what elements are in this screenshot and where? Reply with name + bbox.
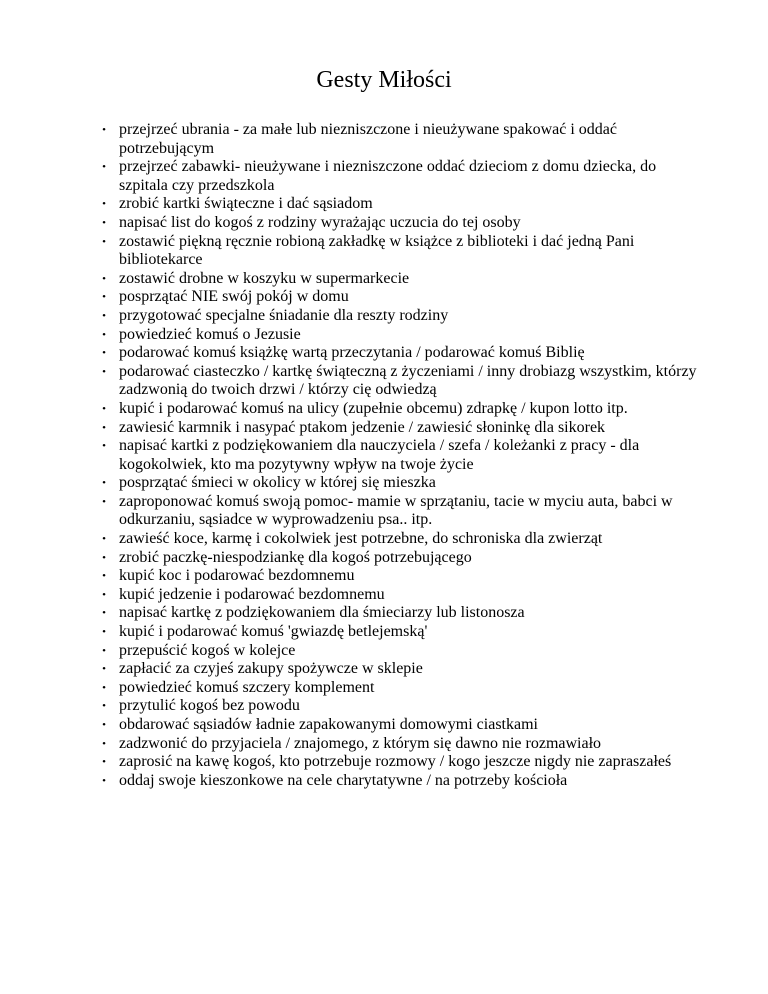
list-item	[0, 586, 768, 605]
list-item	[0, 121, 768, 158]
list-item	[0, 697, 768, 716]
list-item-text: obdarować sąsiadów ładnie zapakowanymi domowymi ciastkami	[119, 716, 538, 733]
bullet-icon: •	[102, 477, 106, 490]
bullet-icon: •	[102, 124, 106, 136]
bullet-icon: •	[102, 644, 106, 657]
bullet-icon: •	[102, 291, 106, 304]
bullet-icon: •	[102, 756, 106, 769]
bullet-icon: •	[102, 309, 106, 322]
list-item	[0, 772, 768, 791]
list-item-text: zostawić piękną ręcznie robioną zakładkę w książce z biblioteki i dać jedną Pani bibliotekarce	[119, 232, 635, 269]
list-item-text: przytulić kogoś bez powodu	[119, 697, 300, 715]
list-item-text: zawiesić karmnik i nasypać ptakom jedzenie / zawiesić słoninkę dla sikorek	[119, 418, 606, 436]
list-item	[0, 158, 768, 195]
list-item-text: zrobić kartki świąteczne i dać sąsiadom	[119, 195, 373, 213]
bullet-icon: •	[102, 402, 106, 415]
list-item	[0, 326, 768, 345]
list-item	[0, 288, 768, 307]
list-item	[0, 530, 768, 549]
list-item-text: oddaj swoje kieszonkowe na cele charytatywne / na potrzeby kościoła	[119, 771, 568, 789]
list-item-text: przygotować specjalne śniadanie dla reszty rodziny	[119, 306, 449, 324]
bullet-icon: •	[102, 440, 106, 453]
list-item	[0, 400, 768, 419]
bullet-icon: •	[102, 161, 106, 174]
bullet-icon: •	[102, 570, 106, 583]
bullet-icon: •	[102, 737, 106, 750]
gestures-list	[0, 121, 768, 790]
list-item-text: przepuścić kogoś w kolejce	[119, 641, 296, 659]
list-item	[0, 549, 768, 568]
list-item-text: posprzątać NIE swój pokój w domu	[119, 288, 349, 306]
list-item-text: napisać list do kogoś z rodziny wyrażając uczucia do tej osoby	[119, 213, 521, 231]
list-item	[0, 735, 768, 754]
bullet-icon: •	[102, 663, 106, 676]
list-item-text: zawieść koce, karmę i cokolwiek jest potrzebne, do schroniska dla zwierząt	[119, 530, 603, 548]
bullet-icon: •	[102, 272, 106, 285]
list-item-text: napisać kartkę z podziękowaniem dla śmieciarzy lub listonosza	[119, 604, 525, 622]
list-item	[0, 437, 768, 474]
list-item	[0, 214, 768, 233]
bullet-icon: •	[102, 216, 106, 229]
list-item-text: powiedzieć komuś szczery komplement	[119, 678, 375, 696]
list-item	[0, 623, 768, 642]
list-item	[0, 567, 768, 586]
bullet-icon: •	[102, 588, 106, 601]
bullet-icon: •	[102, 626, 106, 639]
list-item-text: przejrzeć ubrania - za małe lub niezniszczone i nieużywane spakować i oddać potrzebującym	[119, 121, 617, 157]
list-item-text: zapłacić za czyjeś zakupy spożywcze w sklepie	[119, 660, 423, 678]
bullet-icon: •	[102, 551, 106, 564]
list-item-text: posprzątać śmieci w okolicy w której się mieszka	[119, 474, 436, 492]
list-item	[0, 604, 768, 623]
list-item	[0, 270, 768, 289]
bullet-icon: •	[102, 421, 106, 434]
list-item	[0, 344, 768, 363]
list-item	[0, 679, 768, 698]
bullet-icon: •	[102, 607, 106, 620]
bullet-icon: •	[102, 495, 106, 508]
list-item-text: kupić i podarować komuś na ulicy (zupełnie obcemu) zdrapkę / kupon lotto itp.	[119, 399, 628, 417]
list-item	[0, 474, 768, 493]
bullet-icon: •	[102, 681, 106, 694]
list-item	[0, 642, 768, 661]
list-item-text: zostawić drobne w koszyku w supermarkecie	[119, 269, 410, 287]
bullet-icon: •	[102, 235, 106, 248]
list-item-text: zadzwonić do przyjaciela / znajomego, z którym się dawno nie rozmawiało	[119, 734, 602, 752]
list-item-text: zrobić paczkę-niespodziankę dla kogoś potrzebującego	[119, 548, 472, 566]
list-item-text: podarować ciasteczko / kartkę świąteczną z życzeniami / inny drobiazg wszystkim, którzy zadzwonią do twoich drzwi / którzy cię odwiedzą	[119, 362, 697, 399]
bullet-icon: •	[102, 774, 106, 787]
bullet-icon: •	[102, 347, 106, 360]
list-item-text: kupić koc i podarować bezdomnemu	[119, 567, 355, 585]
bullet-icon: •	[102, 719, 106, 731]
list-item	[0, 363, 768, 400]
bullet-icon: •	[102, 198, 106, 211]
list-item	[0, 660, 768, 679]
list-item-text: napisać kartki z podziękowaniem dla nauczyciela / szefa / koleżanki z pracy - dla kogokolwiek, kto ma pozytywny wpływ na twoje życie	[119, 437, 640, 473]
list-item-text: zaproponować komuś swoją pomoc- mamie w sprzątaniu, tacie w myciu auta, babci w odkurzaniu, sąsiadce w wyprowadzeniu psa.. itp.	[119, 492, 673, 529]
list-item-text: kupić i podarować komuś 'gwiazdę betlejemską'	[119, 623, 428, 641]
list-item	[0, 493, 768, 530]
list-item	[0, 233, 768, 270]
bullet-icon: •	[102, 700, 106, 713]
list-item	[0, 753, 768, 772]
list-item-text: przejrzeć zabawki- nieużywane i niezniszczone oddać dzieciom z domu dziecka, do szpitala czy przedszkola	[119, 158, 657, 194]
page-title: Gesty Miłości	[316, 67, 452, 93]
list-item-text: zaprosić na kawę kogoś, kto potrzebuje rozmowy / kogo jeszcze nigdy nie zapraszałeś	[119, 753, 672, 771]
bullet-icon: •	[102, 365, 106, 378]
list-item-text: powiedzieć komuś o Jezusie	[119, 325, 301, 343]
list-item-text: kupić jedzenie i podarować bezdomnemu	[119, 585, 385, 603]
bullet-icon: •	[102, 328, 106, 341]
list-item-text: podarować komuś książkę wartą przeczytania / podarować komuś Biblię	[119, 344, 585, 362]
list-item	[0, 419, 768, 438]
list-item	[0, 716, 768, 735]
list-item	[0, 195, 768, 214]
list-item	[0, 307, 768, 326]
bullet-icon: •	[102, 533, 106, 546]
